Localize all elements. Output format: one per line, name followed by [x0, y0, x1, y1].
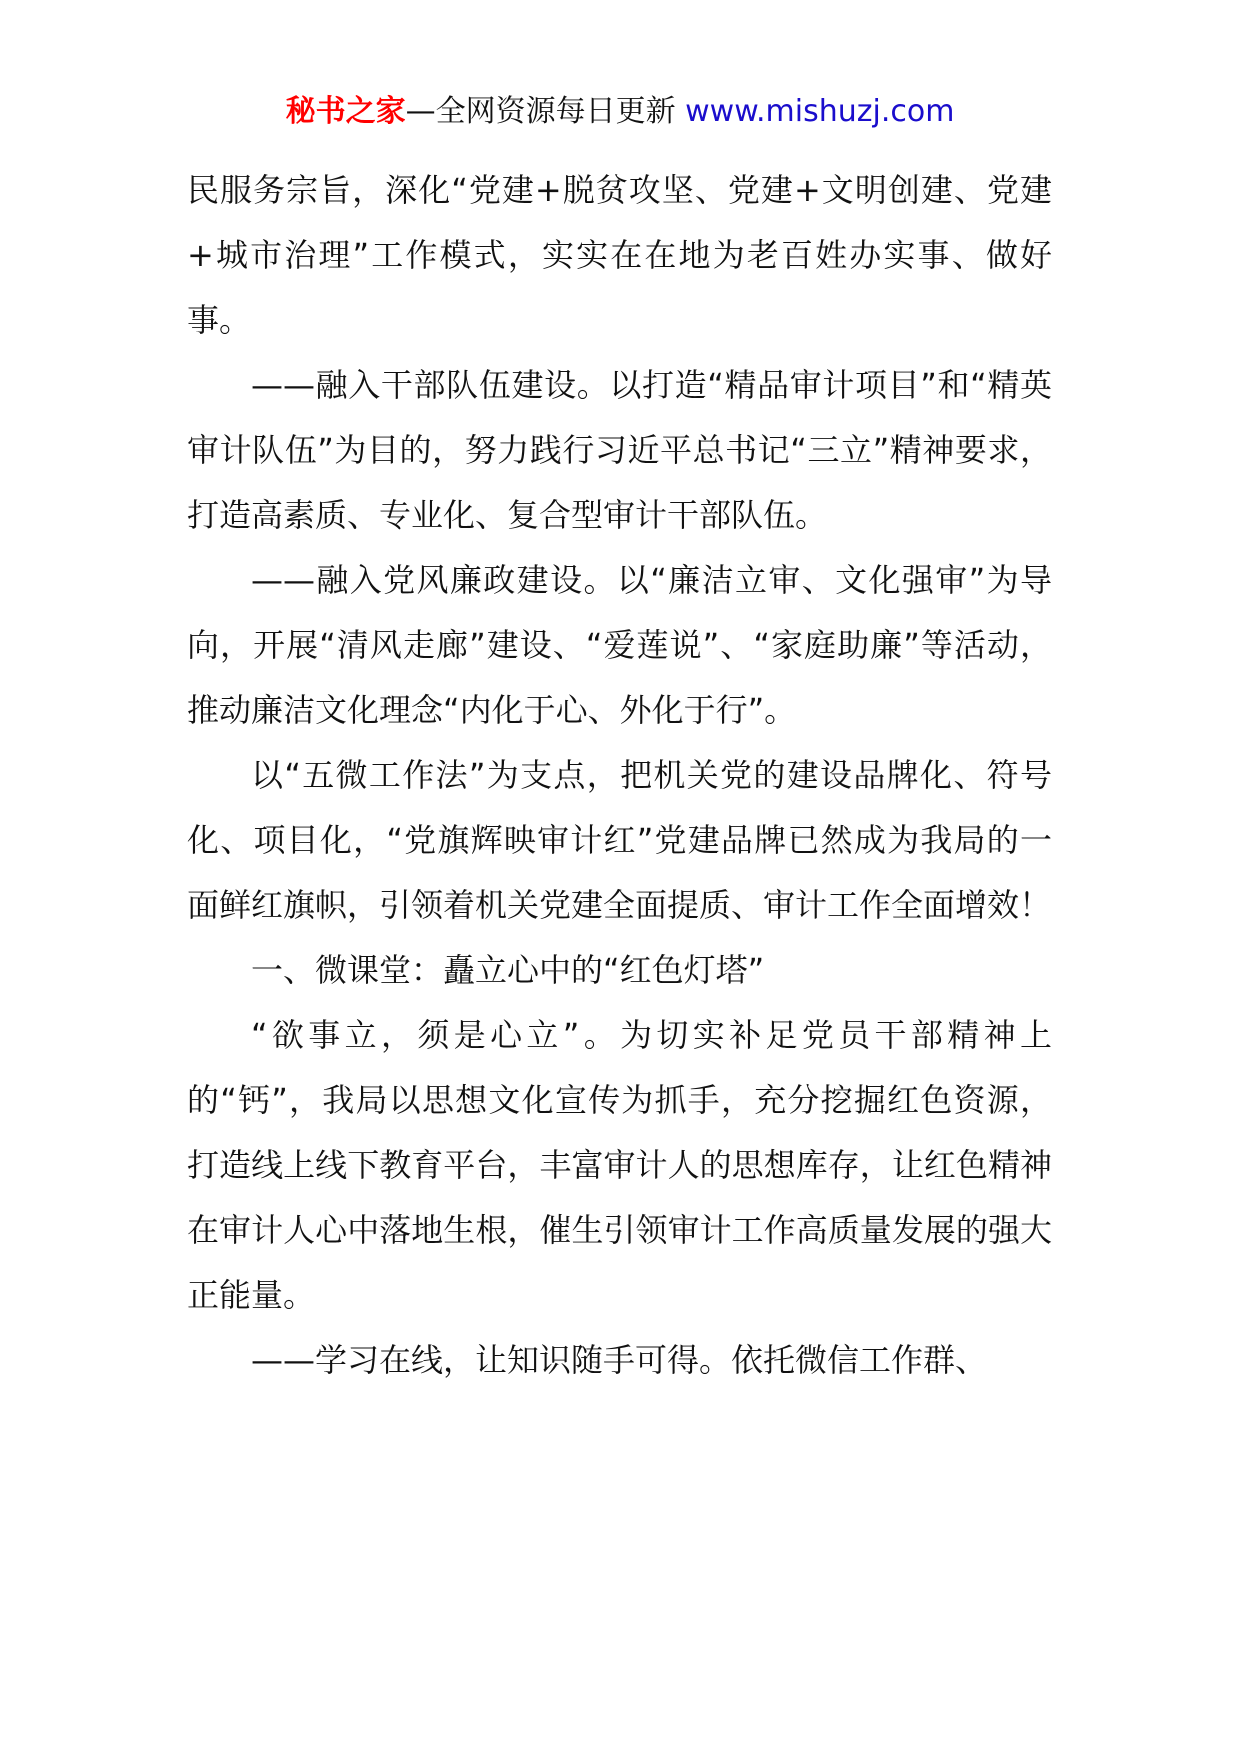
paragraph-five-micro-method: 以“五微工作法”为支点，把机关党的建设品牌化、符号化、项目化，“党旗辉映审计红”党建品牌已然成为我局的一面鲜红旗帜，引领着机关党建全面提质、审计工作全面增效！ [187, 756, 1052, 924]
paragraph-online-learning: ——学习在线，让知识随手可得。依托微信工作群、 [251, 1341, 988, 1379]
site-tagline: —全网资源每日更新 [405, 94, 676, 129]
paragraph-continuation: 民服务宗旨，深化“党建+脱贫攻坚、党建+文明创建、党建+城市治理”工作模式，实实在在地为老百姓办实事、做好事。 [187, 171, 1052, 339]
paragraph-micro-classroom: “欲事立，须是心立”。为切实补足党员干部精神上的“钙”，我局以思想文化宣传为抓手，充分挖掘红色资源，打造线上线下教育平台，丰富审计人的思想库存，让红色精神在审计人心中落地生根，催生引领审计工作高质量发展的强大正能量。 [187, 1016, 1052, 1314]
paragraph-cadre-team: ——融入干部队伍建设。以打造“精品审计项目”和“精英审计队伍”为目的，努力践行习近平总书记“三立”精神要求，打造高素质、专业化、复合型审计干部队伍。 [187, 366, 1052, 534]
site-brand: 秘书之家 [285, 94, 406, 129]
section-heading-micro-classroom: 一、微课堂：矗立心中的“红色灯塔” [251, 951, 765, 989]
document-body [187, 158, 1052, 1393]
site-url-link[interactable]: www.mishuzj.com [685, 94, 955, 129]
site-header [0, 92, 1240, 132]
paragraph-integrity: ——融入党风廉政建设。以“廉洁立审、文化强审”为导向，开展“清风走廊”建设、“爱莲说”、“家庭助廉”等活动，推动廉洁文化理念“内化于心、外化于行”。 [187, 561, 1052, 729]
